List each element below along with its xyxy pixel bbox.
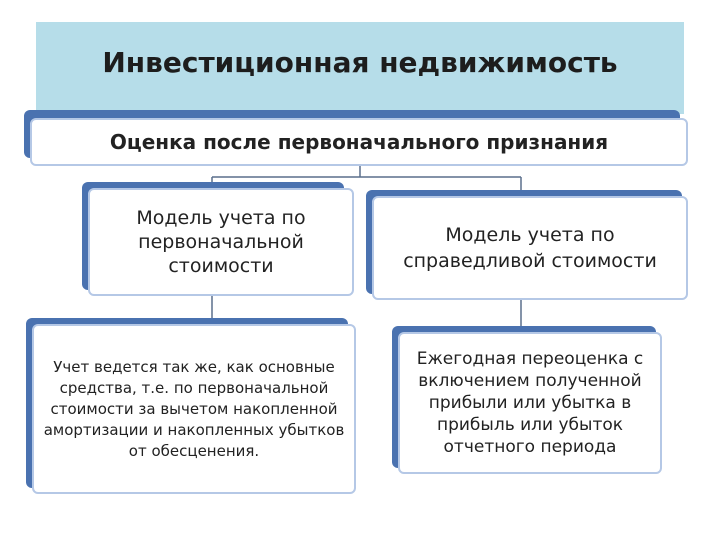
diagram-title: Инвестиционная недвижимость [102,46,618,79]
left-model-box: Модель учета по первоначальной стоимости [88,188,354,296]
header-box: Оценка после первоначального признания [30,118,688,166]
left-desc-box: Учет ведется так же, как основные средства, т.е. по первоначальной стоимости за вычетом накопленной амортизации и накопленных убытков от обесценения. [32,324,356,494]
right-model-box: Модель учета по справедливой стоимости [372,196,688,300]
right-desc-box: Ежегодная переоценка с включением полученной прибыли или убытка в прибыль или убыток отчетного периода [398,332,662,474]
